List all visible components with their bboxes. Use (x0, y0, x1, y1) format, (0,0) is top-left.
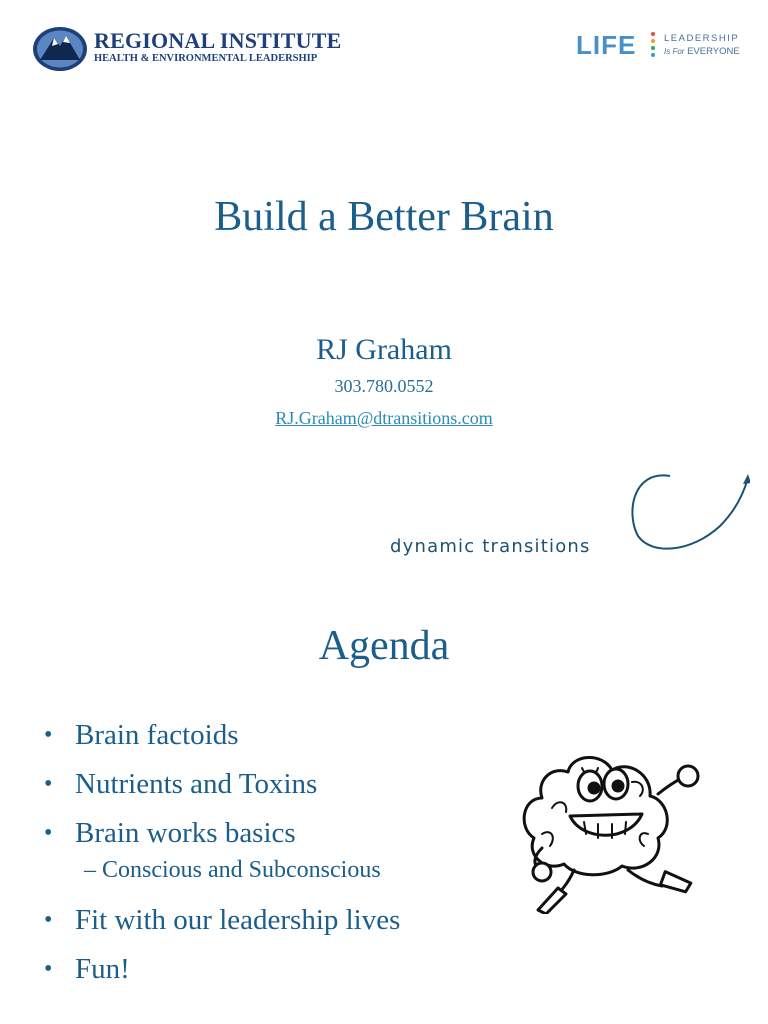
agenda-item (44, 712, 514, 761)
agenda-item (44, 761, 514, 810)
agenda-item-label: Nutrients and Toxins (75, 768, 318, 800)
life-logo-dots (651, 32, 657, 60)
agenda-title: Agenda (318, 623, 450, 669)
dynamic-transitions-logo (390, 470, 750, 560)
agenda-item-label: Fit with our leadership lives (75, 904, 401, 936)
bullet-icon: • (44, 907, 53, 933)
logo-dot (651, 39, 655, 43)
life-logo-tagline-prefix: Is For (664, 47, 685, 56)
agenda-list (44, 712, 514, 995)
swoosh-arrow-icon (612, 470, 750, 556)
logo-dot (651, 53, 655, 57)
bullet-icon: • (44, 820, 53, 846)
mountain-emblem-icon (32, 26, 88, 72)
agenda-item-label: Brain factoids (75, 719, 239, 751)
org-logo-title: REGIONAL INSTITUTE (94, 28, 342, 53)
agenda-item-label: Brain works basics (75, 817, 296, 849)
bullet-icon: • (44, 956, 53, 982)
agenda-item (44, 897, 514, 946)
presenter-name: RJ Graham (316, 333, 452, 366)
life-logo-tagline-top: LEADERSHIP (664, 33, 740, 44)
life-logo-tagline-word: EVERYONE (687, 46, 740, 57)
slide-title: Build a Better Brain (214, 194, 554, 240)
org-logo-subtitle: HEALTH & ENVIRONMENTAL LEADERSHIP (94, 53, 318, 64)
brand-text: dynamic transitions (390, 536, 591, 557)
subitem-dash: – (84, 857, 96, 883)
cartoon-brain-running-icon (512, 738, 712, 914)
life-logo-tagline-bottom (664, 46, 740, 57)
bullet-icon: • (44, 771, 53, 797)
agenda-subitem-label: Conscious and Subconscious (102, 857, 381, 883)
logo-dot (651, 46, 655, 50)
agenda-item (44, 946, 514, 995)
regional-institute-logo (32, 26, 352, 72)
agenda-subitem (44, 853, 514, 897)
life-logo-word: LIFE (576, 30, 637, 60)
logo-dot (651, 32, 655, 36)
presenter-email-link[interactable]: RJ.Graham@dtransitions.com (275, 408, 493, 428)
agenda-item-label: Fun! (75, 953, 130, 985)
presenter-phone: 303.780.0552 (334, 376, 434, 396)
bullet-icon: • (44, 722, 53, 748)
agenda-item (44, 810, 514, 859)
life-leadership-logo (576, 30, 746, 62)
